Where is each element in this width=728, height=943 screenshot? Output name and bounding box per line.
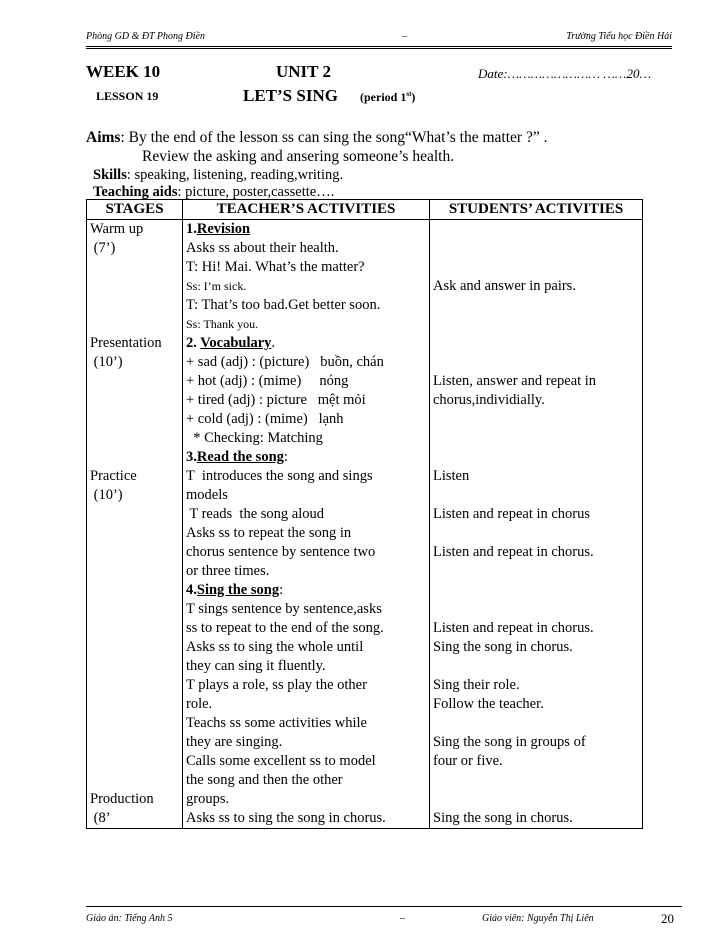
teacher-line: 3.Read the song: (186, 449, 288, 465)
teacher-line: Teachs ss some activities while (186, 715, 367, 731)
teacher-line: + sad (adj) : (picture) buồn, chán (186, 354, 384, 370)
teacher-line: the song and then the other (186, 772, 343, 788)
student-activity: Sing the song in chorus. (433, 810, 573, 826)
header-students: STUDENTS’ ACTIVITIES (430, 200, 643, 220)
teacher-line: T introduces the song and sings (186, 468, 373, 484)
teacher-line: Calls some excellent ss to model (186, 753, 376, 769)
teacher-line: T plays a role, ss play the other (186, 677, 367, 693)
song-title: LET’S SING (243, 86, 338, 105)
student-activity: Listen and repeat in chorus (433, 506, 591, 522)
student-activity: Follow the teacher. (433, 696, 544, 712)
teacher-line: ss to repeat to the end of the song. (186, 620, 384, 636)
stage-time: (10’) (90, 354, 123, 370)
teacher-line: 1.Revision (186, 221, 251, 237)
teacher-line: T reads the song aloud (186, 506, 324, 522)
header-rule (86, 46, 672, 47)
section-heading: Sing the song (196, 582, 280, 598)
section-heading: Revision (196, 221, 251, 237)
skills-label: Skills (93, 167, 127, 183)
teacher-line: or three times. (186, 563, 270, 579)
student-activity: Sing the song in groups of (433, 734, 586, 750)
teacher-line: T sings sentence by sentence,asks (186, 601, 382, 617)
student-activity: Ask and answer in pairs. (433, 278, 576, 294)
teacher-line: Asks ss to repeat the song in (186, 525, 352, 541)
section-heading: Read the song (196, 449, 284, 465)
unit-title: UNIT 2 (276, 62, 331, 81)
students-column (430, 220, 643, 829)
aids-label: Teaching aids (93, 184, 178, 200)
teacher-line: models (186, 487, 228, 503)
aims-line-2: Review the asking and ansering someone’s health. (142, 148, 455, 165)
date-field: Date:…………………… ……20… (478, 66, 651, 81)
teacher-line: role. (186, 696, 213, 712)
stage-name: Production (90, 791, 154, 807)
skills-line: Skills: speaking, listening, reading,writing. (93, 167, 344, 183)
teacher-line: Ss: I’m sick. (186, 279, 247, 293)
stage-time: (7’) (90, 240, 116, 256)
stage-name: Presentation (90, 335, 162, 351)
lesson-label: LESSON 19 (96, 89, 159, 103)
teacher-line: Ss: Thank you. (186, 317, 259, 331)
footer-center: – (400, 913, 405, 924)
teacher-line: 2. Vocabulary. (186, 335, 276, 351)
header-right: Trường Tiểu học Điền Hải (566, 31, 672, 42)
teacher-line: they can sing it fluently. (186, 658, 326, 674)
student-activity: Sing the song in chorus. (433, 639, 573, 655)
teacher-line: Asks ss to sing the song in chorus. (186, 810, 386, 826)
period-label: (period 1st) (360, 90, 416, 104)
student-activity: four or five. (433, 753, 503, 769)
teacher-line: + cold (adj) : (mime) lạnh (186, 411, 344, 427)
teacher-line: + tired (adj) : picture mệt mỏi (186, 392, 366, 408)
stage-time: (10’) (90, 487, 123, 503)
student-activity: Listen and repeat in chorus. (433, 620, 594, 636)
table-header-row (87, 200, 643, 220)
aims-line: Aims: By the end of the lesson ss can sing the song“What’s the matter ?” . (86, 129, 548, 146)
header-teacher: TEACHER’S ACTIVITIES (183, 200, 430, 220)
lesson-plan-table (86, 199, 643, 829)
teacher-line: + hot (adj) : (mime) nóng (186, 373, 349, 389)
teacher-line: T: Hi! Mai. What’s the matter? (186, 259, 365, 275)
section-heading: Vocabulary (200, 335, 272, 351)
header-rule-thin (86, 48, 672, 49)
teacher-line: Asks ss about their health. (186, 240, 339, 256)
student-activity: Listen and repeat in chorus. (433, 544, 594, 560)
teacher-line: Asks ss to sing the whole until (186, 639, 364, 655)
teacher-line: 4.Sing the song: (186, 582, 284, 598)
header-stages: STAGES (87, 200, 183, 220)
teacher-line: they are singing. (186, 734, 283, 750)
header-center: – (402, 31, 407, 42)
aids-line: Teaching aids: picture, poster,cassette…. (93, 184, 335, 200)
student-activity: Listen, answer and repeat in (433, 373, 597, 389)
teacher-line: groups. (186, 791, 230, 807)
footer-rule (86, 906, 682, 907)
teacher-line: chorus sentence by sentence two (186, 544, 376, 560)
page-number: 20 (661, 911, 674, 926)
footer-right: Giáo viên: Nguyễn Thị Liên (482, 913, 594, 924)
student-activity: Listen (433, 468, 470, 484)
stages-column (87, 220, 183, 829)
student-activity: Sing their role. (433, 677, 520, 693)
teacher-line: T: That’s too bad.Get better soon. (186, 297, 381, 313)
table-body-row (87, 220, 643, 829)
stage-name: Warm up (90, 221, 144, 237)
stage-time: (8’ (90, 810, 111, 826)
header-left: Phòng GD & ĐT Phong Điền (86, 31, 205, 42)
footer-left: Giáo án: Tiếng Anh 5 (86, 913, 173, 924)
week-label: WEEK 10 (86, 62, 161, 81)
aims-label: Aims (86, 129, 121, 146)
student-activity: chorus,individially. (433, 392, 545, 408)
stage-name: Practice (90, 468, 137, 484)
teacher-column (183, 220, 430, 829)
teacher-line: * Checking: Matching (186, 430, 323, 446)
